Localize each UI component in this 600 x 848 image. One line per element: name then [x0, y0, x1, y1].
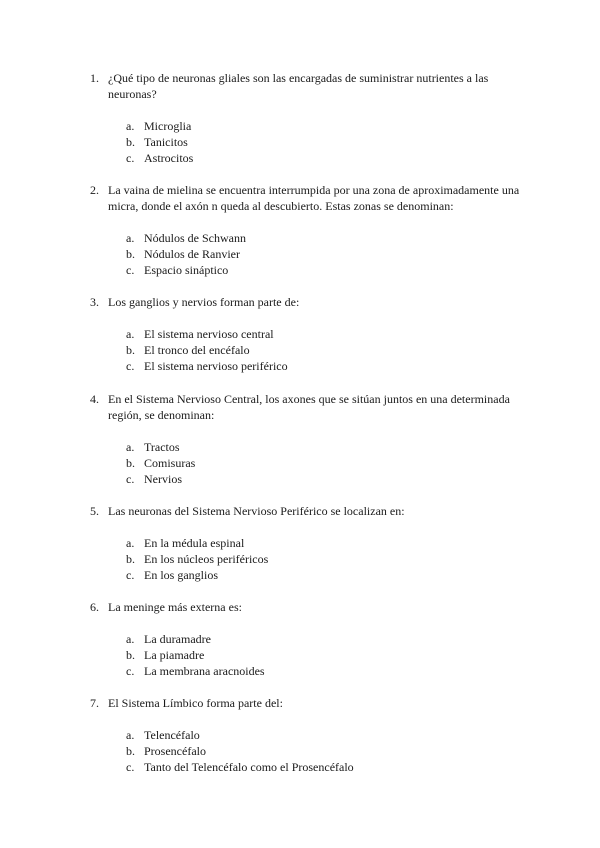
option-letter: a. [126, 231, 135, 245]
option-letter: c. [126, 359, 135, 373]
options-list [90, 118, 530, 166]
question-4 [90, 391, 530, 487]
options-list [90, 230, 530, 278]
question-text: En el Sistema Nervioso Central, los axones que se sitúan juntos en una determinada región, se denominan: [108, 392, 510, 422]
option-letter: b. [126, 135, 135, 149]
list-item [126, 439, 530, 455]
list-item [126, 663, 530, 679]
option-letter: b. [126, 744, 135, 758]
options-list [90, 727, 530, 775]
option-letter: a. [126, 536, 135, 550]
option-text: Astrocitos [144, 151, 194, 165]
option-letter: a. [126, 632, 135, 646]
question-3 [90, 294, 530, 374]
question-7 [90, 695, 530, 775]
option-text: En la médula espinal [144, 536, 245, 550]
list-item [126, 551, 530, 567]
options-list [90, 439, 530, 487]
list-item [126, 759, 530, 775]
option-text: Tractos [144, 440, 180, 454]
question-number: 7. [90, 696, 99, 710]
question-number: 4. [90, 392, 99, 406]
question-5 [90, 503, 530, 583]
option-text: La piamadre [144, 648, 205, 662]
list-item [126, 118, 530, 134]
option-letter: c. [126, 664, 135, 678]
option-text: En los núcleos periféricos [144, 552, 269, 566]
option-letter: b. [126, 343, 135, 357]
option-text: El tronco del encéfalo [144, 343, 250, 357]
list-item [126, 727, 530, 743]
option-text: El sistema nervioso central [144, 327, 274, 341]
question-number: 3. [90, 295, 99, 309]
option-text: Prosencéfalo [144, 744, 206, 758]
list-item [126, 246, 530, 262]
option-text: Tanto del Telencéfalo como el Prosencéfalo [144, 760, 354, 774]
list-item [126, 358, 530, 374]
option-text: Nódulos de Ranvier [144, 247, 240, 261]
options-list [90, 326, 530, 374]
list-item [126, 471, 530, 487]
option-letter: b. [126, 552, 135, 566]
list-item [126, 647, 530, 663]
list-item [126, 150, 530, 166]
question-1 [90, 70, 530, 166]
question-number: 5. [90, 504, 99, 518]
option-text: Nervios [144, 472, 182, 486]
question-text: ¿Qué tipo de neuronas gliales son las encargadas de suministrar nutrientes a las neuronas? [108, 71, 489, 101]
options-list [90, 535, 530, 583]
question-number: 2. [90, 183, 99, 197]
option-letter: a. [126, 440, 135, 454]
option-text: Telencéfalo [144, 728, 200, 742]
option-letter: c. [126, 568, 135, 582]
option-text: En los ganglios [144, 568, 218, 582]
list-item [126, 326, 530, 342]
option-letter: b. [126, 456, 135, 470]
list-item [126, 134, 530, 150]
option-text: Espacio sináptico [144, 263, 229, 277]
option-letter: a. [126, 728, 135, 742]
question-6 [90, 599, 530, 679]
option-letter: a. [126, 327, 135, 341]
option-text: El sistema nervioso periférico [144, 359, 288, 373]
question-text: Los ganglios y nervios forman parte de: [108, 295, 300, 309]
option-text: Comisuras [144, 456, 196, 470]
list-item [126, 567, 530, 583]
list-item [126, 262, 530, 278]
list-item [126, 342, 530, 358]
question-text: El Sistema Límbico forma parte del: [108, 696, 283, 710]
option-letter: c. [126, 472, 135, 486]
option-letter: c. [126, 151, 135, 165]
list-item [126, 455, 530, 471]
question-number: 1. [90, 71, 99, 85]
option-text: Microglia [144, 119, 192, 133]
question-text: La vaina de mielina se encuentra interrumpida por una zona de aproximadamente una micra, donde el axón n queda al descubierto. Estas zonas se denominan: [108, 183, 520, 213]
option-letter: a. [126, 119, 135, 133]
question-text: Las neuronas del Sistema Nervioso Periférico se localizan en: [108, 504, 405, 518]
option-letter: c. [126, 263, 135, 277]
list-item [126, 230, 530, 246]
list-item [126, 743, 530, 759]
question-2 [90, 182, 530, 278]
list-item [126, 631, 530, 647]
question-text: La meninge más externa es: [108, 600, 242, 614]
option-letter: b. [126, 247, 135, 261]
option-text: La membrana aracnoides [144, 664, 265, 678]
option-letter: c. [126, 760, 135, 774]
list-item [126, 535, 530, 551]
option-text: Tanicitos [144, 135, 188, 149]
option-text: La duramadre [144, 632, 211, 646]
question-number: 6. [90, 600, 99, 614]
option-letter: b. [126, 648, 135, 662]
options-list [90, 631, 530, 679]
option-text: Nódulos de Schwann [144, 231, 246, 245]
